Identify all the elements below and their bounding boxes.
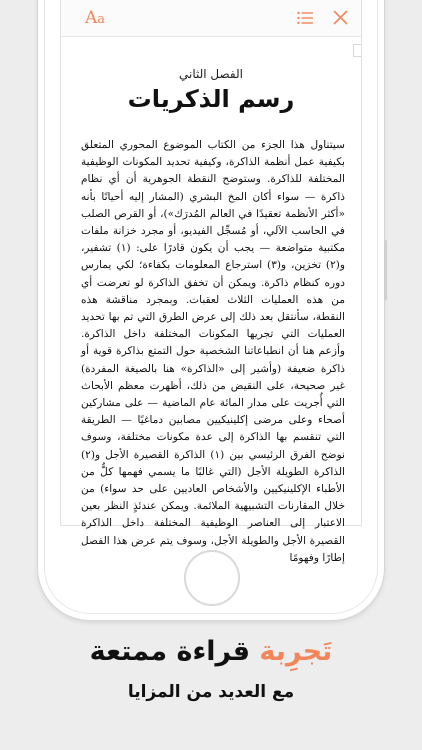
promo-headline-accent: تَجرِبة — [259, 636, 333, 667]
font-size-button[interactable] — [85, 8, 105, 28]
font-icon-big: A — [85, 8, 98, 28]
chapter-label: الفصل الثاني — [179, 67, 243, 81]
promo-headline — [0, 636, 422, 667]
page-marker — [353, 44, 361, 57]
font-icon-small: a — [97, 12, 106, 27]
home-button[interactable] — [184, 550, 240, 606]
chapter-title: رسم الذكريات — [127, 85, 295, 113]
list-icon[interactable] — [297, 11, 313, 25]
promo-headline-rest: قراءة ممتعة — [89, 636, 260, 667]
promo-subheadline: مع العديد من المزايا — [127, 682, 295, 702]
book-text[interactable]: سيتناول هذا الجزء من الكتاب الموضوع المحوري المتعلق بكيفية عمل أنظمة الذاكرة، وكيفية تحديد المكونات الوظيفية المختلفة للذاكرة. وستوضح النقطة الجوهرية أن أي نظام ذاكرة — سواء أكان المخ البشري (المشار إليه أحيانًا بأنه «أكثر الأنظمة تعقيدًا في العالم المُدرَك»)، أو القرص الصلب في الحاسب الآلي، أو مُسجِّل الفيديو، أو مجرد خزانة ملفات مكتبية متواضعة — يجب أن يكون قادرًا على: (١) تشفير، و(٢) تخزين، و(٣) استرجاع المعلومات بكفاءة؛ لكي يمارس دوره كنظام ذاكرة. ويمكن أن تخفق الذاكرة لو تعرضت أي من هذه العمليات الثلاث لعقبات. وبمجرد مناقشة هذه النقطة، سأنتقل بعد ذلك إلى عرض الطرق التي تم بها تحديد العمليات التي تجريها المكونات المختلفة داخل الذاكرة. وأزعم هنا أن انطباعاتنا الشخصية حول التمتع بذاكرة قوية أو ذاكرة ضعيفة (وأشير إلى «الذاكرة» هنا بالصيغة المفردة) غير صحيحة، على النقيض من ذلك، أظهرت معظم الأبحاث التي أُجريت على مدار المائة عام الماضية — على مشاركين أصحاء وعلى مرضى إكلينيكيين مصابين دماغيًا — الطريقة التي تنقسم بها الذاكرة إلى عدة مكونات مختلفة، وسوف نوضح الفرق الرئيسي بين (١) الذاكرة القصيرة الأجل و(٢) الذاكرة الطويلة الأجل (التي غالبًا ما يسمي فهمها كلٌّ من الأطباء الإكلينيكيين والأشخاص العاديين على حد سواء) من خلال المقارنات التشبيهية الملائمة. ويمكن عندئذٍ النظر بعين الاعتبار إلى العناصر الوظيفية المختلفة داخل الذاكرة القصيرة الأجل والطويلة الأجل، وسوف يتم عرض هذا الفصل إطارًا وفهومًا — [81, 139, 346, 564]
close-icon[interactable] — [333, 10, 348, 25]
reader-toolbar — [61, 0, 361, 37]
reader-screen[interactable] — [61, 0, 361, 564]
power-button — [384, 240, 387, 300]
